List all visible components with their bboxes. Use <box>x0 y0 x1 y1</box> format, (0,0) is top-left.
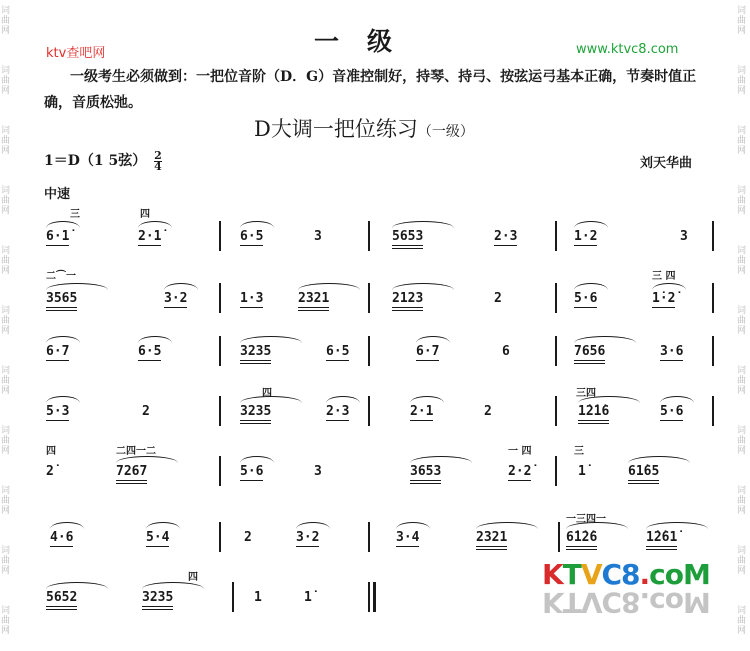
note-group: 3·2 <box>164 291 188 306</box>
note-group: 6̇1̇2̇6 <box>566 530 597 550</box>
watermark-left-link[interactable]: ktv查吧网 <box>46 46 106 61</box>
bar-line <box>712 283 714 313</box>
slur <box>138 221 172 228</box>
slur <box>326 396 360 403</box>
slur <box>142 582 204 589</box>
intro-paragraph: 一级考生必须做到：一把位音阶（D．G）音准控制好，持琴、持弓、按弦运弓基本正确，节奏时值正确，音质松弛。 <box>44 69 697 111</box>
note-group: 3 <box>314 464 322 479</box>
slur <box>416 336 450 343</box>
composer-credit: 刘天华曲 <box>640 156 693 171</box>
slur <box>46 336 80 343</box>
slur <box>396 522 430 529</box>
note-group: 6 <box>502 344 510 359</box>
note-group: 1̇·2̇ <box>652 291 676 306</box>
bar-line <box>368 283 370 313</box>
fingering-mark: 一 四 <box>508 446 532 457</box>
note-group: 1̇ <box>578 464 586 479</box>
note-group: 3235 <box>240 404 271 424</box>
bar-line <box>555 336 557 366</box>
page-heading: 一级 <box>314 27 421 56</box>
bar-line <box>712 396 714 426</box>
slur <box>164 283 198 290</box>
bar-line <box>219 336 221 366</box>
slur <box>660 396 694 403</box>
slur <box>392 283 454 290</box>
fingering-mark: 四 <box>140 209 150 220</box>
note-group: 3 <box>680 229 688 244</box>
bar-line <box>558 522 560 552</box>
bar-line <box>555 221 557 251</box>
slur <box>46 582 108 589</box>
bar-line <box>219 522 221 552</box>
left-watermark-strip: 词 曲 网 词 曲 网 词 曲 网 词 曲 网 词 曲 网 词 曲 网 词 曲 网 词 曲 网 词 曲 网 词 曲 网 词 曲 网 <box>1 6 11 636</box>
note-group: 5·3 <box>46 404 70 419</box>
score-line-6 <box>0 508 750 558</box>
score-line-2 <box>0 265 750 315</box>
slur <box>410 396 444 403</box>
note-group: 6·1̇ <box>46 229 70 244</box>
score-line-3 <box>0 328 750 378</box>
note-group: 2̇ <box>46 464 54 479</box>
note-group: 5652 <box>46 590 77 610</box>
right-watermark-strip: 词 曲 网 词 曲 网 词 曲 网 词 曲 网 词 曲 网 词 曲 网 词 曲 网 词 曲 网 词 曲 网 词 曲 网 词 曲 网 <box>737 6 747 636</box>
key-signature <box>44 150 162 172</box>
slur <box>392 221 454 228</box>
note-group: 6·5 <box>138 344 162 359</box>
slur <box>296 522 330 529</box>
time-signature <box>154 148 162 173</box>
note-group: 3·6 <box>660 344 684 359</box>
note-group: 6·5 <box>326 344 350 359</box>
fingering-mark: 四 <box>262 388 272 399</box>
note-group: 2·1̇ <box>138 229 162 244</box>
fingering-mark: 三 <box>574 446 584 457</box>
note-group: 3565 <box>46 291 77 311</box>
note-group: 3235 <box>142 590 173 610</box>
note-group: 1·2 <box>574 229 598 244</box>
slur <box>46 283 108 290</box>
slur <box>240 456 274 463</box>
note-group: 2 <box>494 291 502 306</box>
note-group: 3·2 <box>296 530 320 545</box>
slur <box>410 456 472 463</box>
slur <box>578 396 640 403</box>
fingering-mark: 四 <box>46 446 56 457</box>
note-group: 3 <box>314 229 322 244</box>
note-group: 5·6 <box>660 404 684 419</box>
bar-line <box>712 336 714 366</box>
slur <box>240 336 302 343</box>
note-group: 7267 <box>116 464 147 484</box>
score-line-1 <box>0 205 750 255</box>
note-group: 2·3 <box>494 229 518 244</box>
note-group: 2 <box>142 404 150 419</box>
slur <box>50 522 84 529</box>
slur <box>240 221 274 228</box>
note-group: 5·4 <box>146 530 170 545</box>
key-text: 1＝D（1 5弦） <box>44 153 147 169</box>
slur <box>138 336 172 343</box>
note-group: 5·6 <box>574 291 598 306</box>
slur <box>46 396 80 403</box>
time-denominator: 4 <box>154 159 162 173</box>
slur <box>574 336 636 343</box>
note-group: 5653 <box>392 229 423 249</box>
slur <box>476 522 538 529</box>
fingering-mark: 三 四 <box>652 271 676 282</box>
score-line-4 <box>0 380 750 430</box>
slur <box>240 396 302 403</box>
note-group: 2321 <box>298 291 329 311</box>
bar-line <box>219 221 221 251</box>
bar-line <box>368 396 370 426</box>
bar-line <box>368 221 370 251</box>
slur <box>566 522 628 529</box>
slur <box>652 283 686 290</box>
tempo-marking: 中速 <box>44 187 71 202</box>
note-group: 1̇2̇1̇6 <box>578 404 609 424</box>
note-group: 3653 <box>410 464 441 484</box>
fingering-mark: 二⌒一 <box>46 271 76 282</box>
bar-line <box>555 456 557 486</box>
note-group: 1̇ <box>304 590 312 605</box>
bar-line <box>712 221 714 251</box>
note-group: 7656 <box>574 344 605 364</box>
bar-line <box>219 396 221 426</box>
bar-line <box>368 336 370 366</box>
slur <box>298 283 360 290</box>
note-group: 2321 <box>476 530 507 550</box>
fingering-mark: 三四 <box>576 388 596 399</box>
note-group: 6·7 <box>46 344 70 359</box>
note-group: 1̇2̇61̇ <box>646 530 677 550</box>
bar-line <box>232 582 234 612</box>
fingering-mark: 一三四一 <box>566 514 606 525</box>
fingering-mark: 二四一二 <box>116 446 156 457</box>
fingering-mark: 四 <box>188 572 198 583</box>
note-group: 6·7 <box>416 344 440 359</box>
slur <box>146 522 180 529</box>
time-numerator: 2 <box>154 148 162 162</box>
note-group: 2·1 <box>410 404 434 419</box>
piece-title <box>254 113 474 143</box>
note-group: 1·3 <box>240 291 264 306</box>
bar-line <box>368 522 370 552</box>
note-group: 2·2̇ <box>508 464 532 479</box>
fingering-mark: 三 <box>70 209 80 220</box>
watermark-right-link[interactable]: www.ktvc8.com <box>576 42 679 57</box>
ktvc8-logo-reflection: KTVC8.coM <box>542 586 710 619</box>
piece-level: （一级） <box>417 124 474 140</box>
note-group: 6·5 <box>240 229 264 244</box>
bar-line <box>219 456 221 486</box>
bar-line <box>555 283 557 313</box>
bar-line <box>368 582 370 612</box>
ktvc8-logo: KTVC8.coM <box>542 558 710 591</box>
note-group: 4·6 <box>50 530 74 545</box>
note-group: 5·6 <box>240 464 264 479</box>
final-bar-line <box>373 582 376 612</box>
note-group: 2 <box>244 530 252 545</box>
slur <box>574 283 608 290</box>
slur <box>46 221 80 228</box>
note-group: 2123 <box>392 291 423 311</box>
slur <box>628 456 690 463</box>
bar-line <box>555 396 557 426</box>
slur <box>574 221 608 228</box>
note-group: 3235 <box>240 344 271 364</box>
note-group: 61̇65 <box>628 464 659 484</box>
slur <box>646 522 708 529</box>
note-group: 1 <box>254 590 262 605</box>
note-group: 3·4 <box>396 530 420 545</box>
bar-line <box>219 283 221 313</box>
slur <box>116 456 178 463</box>
note-group: 2 <box>484 404 492 419</box>
score-line-5 <box>0 440 750 490</box>
note-group: 2·3 <box>326 404 350 419</box>
piece-title-text: D大调一把位练习 <box>254 117 418 141</box>
